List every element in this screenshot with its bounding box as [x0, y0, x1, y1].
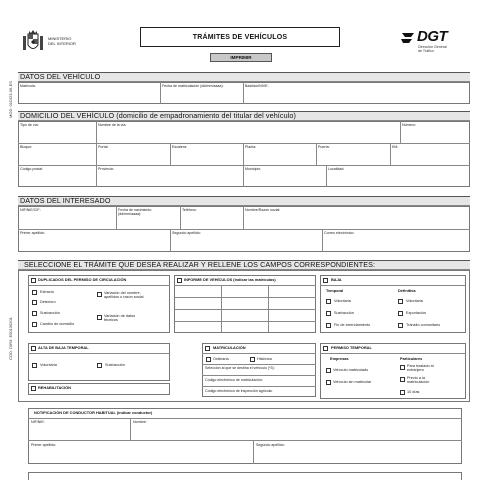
form-title: TRÁMITES DE VEHÍCULOS	[140, 27, 340, 47]
divider	[160, 82, 161, 104]
numero-label: Número:	[402, 123, 416, 127]
bastidor-label: Bastidor/NIVE:	[245, 84, 269, 88]
vehiculo-section-title: DATOS DEL VEHÍCULO	[20, 72, 101, 81]
baja-checkbox[interactable]	[323, 278, 328, 283]
alta-sustraccion-checkbox[interactable]	[97, 363, 102, 368]
duplicados-checkbox[interactable]	[31, 278, 36, 283]
permiso-temporal-heading: PERMISO TEMPORAL	[331, 345, 372, 350]
voluntaria-definitiva-label: Voluntaria	[406, 299, 423, 303]
informe-heading: INFORME DE VEHÍCULOS (indicar las matrículas)	[184, 277, 276, 282]
bloque-label: Bloque:	[20, 145, 33, 149]
dgt-sub-line-2: de Tráfico	[418, 49, 434, 53]
domicilio-section-title: DOMICILIO DEL VEHÍCULO (domicilio de empadronamiento del titular del vehículo)	[20, 111, 296, 120]
historica-label: Histórica	[257, 357, 272, 361]
rehabilitacion-checkbox[interactable]	[31, 386, 36, 391]
previo-line-2: matriculación	[407, 380, 430, 385]
divider	[253, 440, 254, 464]
interesado-section-title: DATOS DEL INTERESADO	[20, 196, 111, 205]
dgt-logo	[400, 28, 470, 58]
variacion-nombre-line-1: Variación del nombre,	[104, 291, 141, 295]
traslado-line-2: extranjero	[407, 368, 424, 373]
divider	[202, 375, 316, 376]
municipio-label: Municipio:	[245, 167, 262, 171]
variacion-datos-line-2: técnicos	[104, 318, 118, 323]
divider	[96, 143, 97, 165]
seleccion-destino-label: Selección al que se destina el vehículo (*3):	[205, 366, 275, 370]
divider	[180, 206, 181, 229]
ministerio-line-2: DEL INTERIOR	[48, 40, 76, 46]
divider	[130, 418, 131, 440]
divider	[202, 364, 316, 365]
baja-definitiva-heading: Definitiva	[398, 288, 416, 293]
vehiculo-fields-box	[18, 82, 470, 104]
codigo-matriculacion-label: Código electrónico de matriculación:	[205, 378, 263, 382]
divider	[96, 165, 97, 187]
conductor-primer-apellido-label: Primer apellido:	[31, 443, 56, 447]
divider	[28, 285, 170, 286]
informe-panel	[174, 275, 316, 333]
divider	[18, 143, 470, 144]
fecha-nacimiento-line-1: Fecha de nacimiento	[118, 208, 152, 212]
divider	[174, 285, 316, 286]
matriculacion-checkbox[interactable]	[205, 346, 210, 351]
diez-dias-checkbox[interactable]	[400, 390, 405, 395]
variacion-nombre-line-2: apellidos o razón social	[104, 295, 144, 300]
conductor-nif-label: NIF/NIE:	[31, 420, 45, 424]
portal-label: Portal:	[98, 145, 109, 149]
nif-label: NIF/NIE/CIF:	[20, 208, 41, 212]
matriculacion-heading: MATRICULACIÓN	[213, 345, 246, 350]
divider	[326, 165, 327, 187]
sustraccion-dup-checkbox[interactable]	[32, 311, 37, 316]
divider	[202, 386, 316, 387]
sustraccion-temporal-label: Sustracción	[334, 311, 354, 315]
divider	[243, 82, 244, 104]
divider	[243, 143, 244, 165]
tipo-via-label: Tipo de vía:	[20, 123, 39, 127]
vehiculo-matriculado-checkbox[interactable]	[326, 368, 331, 373]
alta-sustraccion-label: Sustracción	[105, 363, 125, 367]
divider	[243, 165, 244, 187]
voluntaria-temporal-checkbox[interactable]	[326, 299, 331, 304]
extravio-label: Extravío	[40, 290, 54, 294]
divider	[18, 229, 470, 230]
previo-matriculacion-checkbox[interactable]	[400, 377, 405, 382]
previo-line-1: Previo a la	[407, 376, 425, 380]
traslado-extranjero-label	[407, 364, 434, 372]
dgt-arrow-icon	[400, 30, 416, 46]
ministerio-line-1: MINISTERIO	[48, 36, 72, 41]
ministerio-logo	[22, 30, 92, 56]
divider	[96, 121, 97, 143]
exportacion-checkbox[interactable]	[398, 311, 403, 316]
ordinaria-checkbox[interactable]	[206, 357, 211, 362]
divider	[174, 309, 316, 310]
cambio-domicilio-label: Cambio de domicilio	[40, 322, 75, 326]
traslado-line-1: Para traslado al	[407, 364, 434, 368]
km-label: KM:	[392, 145, 399, 149]
informe-checkbox[interactable]	[177, 278, 182, 283]
conductor-nombre-label: Nombre:	[133, 420, 147, 424]
voluntaria-definitiva-checkbox[interactable]	[398, 299, 403, 304]
alta-voluntaria-label: Voluntaria	[40, 363, 57, 367]
divider	[243, 206, 244, 229]
divider	[221, 285, 222, 333]
diez-dias-label: 10 días	[407, 390, 420, 394]
variacion-nombre-checkbox[interactable]	[97, 292, 102, 297]
divider	[320, 285, 466, 286]
ordinaria-label: Ordinaria	[213, 357, 229, 361]
divider	[18, 165, 470, 166]
side-model-code: MOD. 01D/23-06-ES	[8, 81, 13, 118]
deterioro-label: Deterioro	[40, 300, 56, 304]
divider	[320, 353, 466, 354]
fecha-nacimiento-label	[118, 208, 151, 216]
print-button[interactable]: IMPRIMIR	[210, 53, 272, 62]
transito-comunitario-checkbox[interactable]	[398, 323, 403, 328]
dgt-sub-line-1: Dirección General	[418, 45, 447, 49]
transito-comunitario-label: Tránsito comunitario	[406, 323, 441, 327]
baja-temporal-heading: Temporal	[326, 288, 344, 293]
sustraccion-temporal-checkbox[interactable]	[326, 311, 331, 316]
telefono-label: Teléfono:	[182, 208, 197, 212]
conductor-heading: NOTIFICACIÓN DE CONDUCTOR HABITUAL (indicar conductor)	[34, 410, 153, 415]
exportacion-label: Exportación	[406, 311, 427, 315]
cambio-domicilio-checkbox[interactable]	[32, 322, 37, 327]
previo-matriculacion-label	[407, 376, 429, 384]
divider	[400, 121, 401, 143]
divider	[174, 297, 316, 298]
extravio-checkbox[interactable]	[32, 290, 37, 295]
divider	[174, 321, 316, 322]
divider	[116, 206, 117, 229]
puerta-label: Puerta:	[318, 145, 330, 149]
next-panel-edge	[28, 472, 462, 480]
fin-arrendamiento-checkbox[interactable]	[326, 323, 331, 328]
vehiculo-sin-matricular-checkbox[interactable]	[326, 380, 331, 385]
provincia-label: Provincia:	[98, 167, 114, 171]
planta-label: Planta:	[245, 145, 257, 149]
variacion-datos-label	[104, 314, 135, 322]
tramite-section-title: SELECCIONE EL TRÁMITE QUE DESEA REALIZAR Y RELLENE LOS CAMPOS CORRESPONDIENTES:	[24, 260, 376, 269]
fecha-matriculacion-label: Fecha de matriculación (dd/mm/aaaa):	[162, 84, 224, 88]
voluntaria-temporal-label: Voluntaria	[334, 299, 351, 303]
divider	[170, 229, 171, 252]
coat-of-arms-icon	[22, 30, 44, 54]
divider	[390, 143, 391, 165]
localidad-label: Localidad:	[328, 167, 345, 171]
divider	[268, 285, 269, 333]
divider	[170, 143, 171, 165]
traslado-extranjero-checkbox[interactable]	[400, 365, 405, 370]
escalera-label: Escalera:	[172, 145, 187, 149]
nombre-razon-label: Nombre/Razón social:	[245, 208, 281, 212]
fin-arrendamiento-label: Fin de arrendamiento	[334, 323, 371, 327]
divider	[28, 353, 170, 354]
baja-heading: BAJA	[331, 277, 342, 282]
permiso-temporal-checkbox[interactable]	[323, 346, 328, 351]
duplicados-heading: DUPLICADOS DEL PERMISO DE CIRCULACIÓN	[38, 277, 127, 282]
deterioro-checkbox[interactable]	[32, 300, 37, 305]
matricula-label: Matrícula:	[20, 84, 36, 88]
particulares-heading: Particulares	[400, 356, 423, 361]
variacion-nombre-label	[104, 291, 143, 299]
nombre-via-label: Nombre de la vía:	[98, 123, 127, 127]
correo-label: Correo electrónico:	[324, 231, 355, 235]
divider	[202, 353, 316, 354]
divider	[316, 143, 317, 165]
alta-baja-temporal-heading: ALTA DE BAJA TEMPORAL	[38, 345, 89, 350]
vehiculo-matriculado-label: Vehículo matriculado	[333, 368, 369, 372]
empresas-heading: Empresas	[330, 356, 349, 361]
divider	[28, 418, 462, 419]
variacion-datos-checkbox[interactable]	[97, 315, 102, 320]
alta-baja-temporal-checkbox[interactable]	[31, 346, 36, 351]
historica-checkbox[interactable]	[250, 357, 255, 362]
alta-voluntaria-checkbox[interactable]	[32, 363, 37, 368]
sustraccion-dup-label: Sustracción	[40, 311, 60, 315]
codigo-inspeccion-label: Código electrónico de inspección agrícola:	[205, 389, 273, 393]
dgt-wordmark: DGT	[417, 28, 448, 45]
side-dir3-code: COD. DIR3: E00130201	[8, 317, 13, 360]
conductor-segundo-apellido-label: Segundo apellido:	[256, 443, 285, 447]
vehiculo-sin-matricular-label: Vehículo sin matricular	[333, 380, 372, 384]
rehabilitacion-heading: REHABILITACIÓN	[38, 385, 71, 390]
fecha-nacimiento-line-2: (dd/mm/aaaa):	[118, 212, 142, 216]
variacion-datos-line-1: Variación de datos	[104, 314, 136, 318]
primer-apellido-label: Primer apellido:	[20, 231, 45, 235]
divider	[28, 440, 462, 441]
conductor-panel	[28, 408, 462, 464]
domicilio-fields-box	[18, 121, 470, 187]
segundo-apellido-label: Segundo apellido:	[172, 231, 201, 235]
codigo-postal-label: Código postal:	[20, 167, 43, 171]
divider	[322, 229, 323, 252]
